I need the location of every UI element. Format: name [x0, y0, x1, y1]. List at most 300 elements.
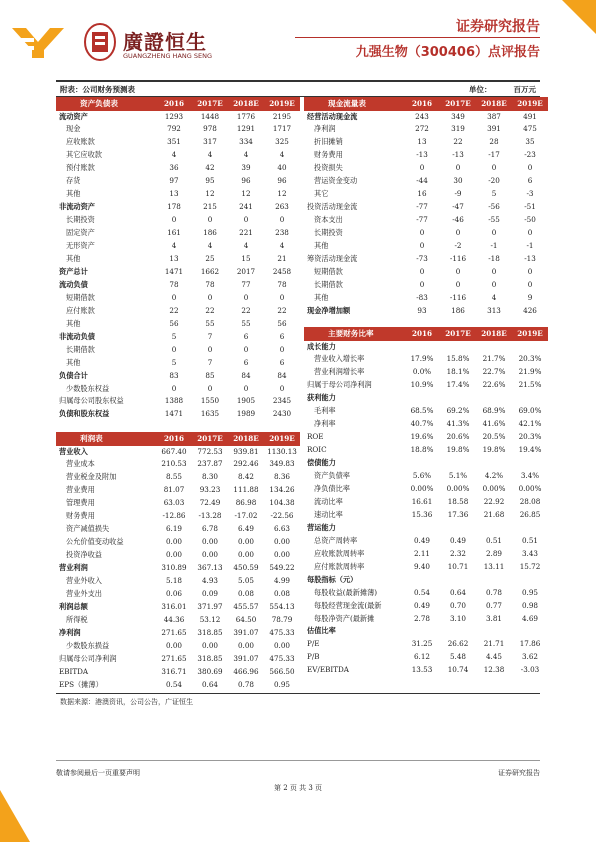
row-value: 0.70: [449, 600, 466, 610]
table-row: [304, 625, 548, 638]
row-value: [512, 392, 548, 405]
row-label: 应收账款: [66, 137, 95, 147]
row-value: 4.2%: [484, 471, 504, 481]
row-label: 公允价值变动收益: [66, 537, 124, 547]
row-value: 16: [417, 189, 427, 199]
row-value: [476, 522, 512, 535]
row-value: 380.69: [197, 666, 223, 676]
table-row: [304, 613, 548, 626]
row-label: 每股收益(最新摊薄): [314, 587, 378, 597]
row-value: -13.28: [198, 511, 222, 521]
row-value: 4: [207, 150, 213, 160]
year-header: 2016: [404, 327, 440, 341]
row-value: 18.8%: [410, 445, 434, 455]
row-label: 现金净增加额: [307, 305, 351, 315]
row-label: 应付账款: [66, 305, 95, 315]
row-value: [440, 574, 476, 587]
row-value: 0: [243, 344, 249, 354]
row-value: 0: [279, 383, 285, 393]
row-value: 272: [415, 124, 429, 134]
row-value: 772.53: [197, 446, 223, 456]
table-title: 资产负债表: [56, 97, 156, 111]
table-row: [56, 344, 300, 357]
report-type: 证券研究报告: [456, 19, 540, 35]
row-value: 13: [169, 189, 179, 199]
row-value: 40: [277, 163, 287, 173]
row-value: 36: [169, 163, 179, 173]
row-value: -55: [488, 215, 500, 225]
row-value: 1905: [236, 396, 256, 406]
row-value: 55: [205, 318, 215, 328]
row-value: 0.51: [485, 535, 502, 545]
row-label: 每股经营现金流(最新: [314, 600, 382, 610]
row-value: 0.00: [237, 550, 254, 560]
row-value: 83: [169, 370, 179, 380]
row-label: 归属母公司净利润: [59, 653, 117, 663]
table-row: [56, 627, 300, 640]
brand-cn: 廣證恒生: [123, 30, 207, 54]
unit-value: 百万元: [513, 85, 536, 94]
row-label: 财务费用: [314, 150, 343, 160]
row-value: 15.36: [411, 509, 433, 519]
table-row: [304, 574, 548, 587]
table-row: [304, 227, 548, 240]
row-value: 78.79: [271, 614, 293, 624]
row-value: 0.98: [521, 600, 538, 610]
income-statement-table: [56, 432, 300, 692]
row-value: -3: [526, 189, 534, 199]
row-value: 1635: [200, 409, 220, 419]
row-value: 13.53: [411, 665, 433, 675]
row-label: 长期投资: [66, 215, 95, 225]
row-value: 22: [453, 137, 463, 147]
row-value: 41.6%: [482, 419, 506, 429]
row-value: 93.23: [199, 485, 221, 495]
row-value: 20.6%: [446, 432, 470, 442]
row-label: 预付账款: [66, 163, 95, 173]
row-value: -13: [452, 150, 464, 160]
row-value: 0.00%: [446, 483, 470, 493]
row-value: 6.49: [237, 524, 254, 534]
row-value: 0.95: [273, 679, 290, 689]
row-value: 0.49: [449, 535, 466, 545]
row-value: 238: [275, 228, 289, 238]
row-value: -20: [488, 176, 500, 186]
table-row: [304, 149, 548, 162]
cash-flow-table: [304, 97, 548, 318]
row-value: 0: [491, 228, 497, 238]
row-value: 0: [455, 228, 461, 238]
row-value: 28.08: [519, 496, 541, 506]
table-row: [56, 640, 300, 653]
row-label: 投资净收益: [66, 550, 102, 560]
row-value: -12.86: [162, 511, 186, 521]
row-value: 2430: [272, 409, 292, 419]
row-value: [476, 392, 512, 405]
row-value: 20.3%: [518, 354, 542, 364]
row-label: 筹资活动现金流: [307, 253, 358, 263]
row-value: 0: [455, 279, 461, 289]
row-value: 2345: [272, 396, 292, 406]
row-value: 13.11: [483, 561, 505, 571]
row-value: 426: [523, 305, 537, 315]
row-value: 0.95: [521, 587, 538, 597]
row-label: 营业利润: [59, 563, 88, 573]
row-value: 21.68: [483, 509, 505, 519]
table-row: [56, 549, 300, 562]
row-value: 2458: [272, 266, 292, 276]
row-value: 20.3%: [518, 432, 542, 442]
table-row: [56, 266, 300, 279]
table-row: [304, 111, 548, 124]
row-value: 310.89: [161, 563, 187, 573]
row-value: 0: [419, 228, 425, 238]
table-row: [304, 587, 548, 600]
row-value: 5.1%: [448, 471, 468, 481]
row-value: 0: [527, 279, 533, 289]
row-value: 0.00%: [482, 483, 506, 493]
row-value: 7: [207, 331, 213, 341]
year-header: 2017E: [440, 97, 476, 111]
table-row: [56, 111, 300, 124]
row-value: 93: [417, 305, 427, 315]
row-value: 0: [171, 215, 177, 225]
row-value: 4.93: [201, 576, 218, 586]
table-row: [304, 353, 548, 366]
row-value: 0.00: [165, 537, 182, 547]
row-value: 792: [167, 124, 181, 134]
row-value: 68.9%: [482, 406, 506, 416]
row-value: 349.83: [269, 459, 295, 469]
row-value: 549.22: [269, 563, 295, 573]
row-value: 1293: [164, 111, 184, 121]
row-label: 非流动负债: [59, 331, 95, 341]
row-value: 22: [205, 305, 215, 315]
data-source: 数据来源：港澳资讯，公司公告，广证恒生: [60, 698, 193, 706]
page-number: 第 2 页 共 3 页: [273, 784, 323, 792]
table-row: [56, 471, 300, 484]
row-label: 速动比率: [314, 509, 343, 519]
row-value: 0.54: [413, 587, 430, 597]
table-row: [304, 405, 548, 418]
table-row: [56, 653, 300, 666]
row-value: 4.45: [485, 652, 502, 662]
row-value: 5.18: [165, 576, 182, 586]
table-row: [304, 136, 548, 149]
row-value: 313: [487, 305, 501, 315]
row-value: 0.00: [273, 537, 290, 547]
row-value: -18: [488, 253, 500, 263]
row-value: [440, 341, 476, 354]
row-value: [440, 392, 476, 405]
row-value: 243: [415, 111, 429, 121]
row-value: 104.38: [269, 498, 295, 508]
row-value: 367.13: [197, 563, 223, 573]
footer-disclaimer: 敬请参阅最后一页重要声明: [56, 769, 140, 777]
row-value: 19.4%: [518, 445, 542, 455]
row-value: 96: [277, 176, 287, 186]
row-value: 64.50: [235, 614, 257, 624]
table-row: [56, 240, 300, 253]
row-value: 9.40: [413, 561, 430, 571]
table-row: [304, 123, 548, 136]
row-value: 554.13: [269, 601, 295, 611]
row-value: 77: [241, 279, 251, 289]
row-value: 96: [241, 176, 251, 186]
row-label: 少数股东权益: [66, 383, 110, 393]
row-label: 总资产周转率: [314, 535, 358, 545]
row-value: 387: [487, 111, 501, 121]
table-title: 利润表: [56, 432, 156, 446]
row-value: 318.85: [197, 627, 223, 637]
row-value: 72.49: [199, 498, 221, 508]
row-label: 流动资产: [59, 111, 88, 121]
row-value: 7: [207, 357, 213, 367]
row-value: 0.54: [165, 679, 182, 689]
table-row: [56, 588, 300, 601]
row-value: 21.7%: [482, 354, 506, 364]
row-value: 0: [527, 266, 533, 276]
row-label: 其他: [66, 253, 81, 263]
row-value: 319: [451, 124, 465, 134]
table-row: [56, 666, 300, 679]
row-label: 流动比率: [314, 496, 343, 506]
row-value: 325: [275, 137, 289, 147]
row-value: 475: [523, 124, 537, 134]
row-value: [440, 457, 476, 470]
brand-en: GUANGZHENG HANG SENG: [123, 52, 212, 60]
row-value: 6.19: [165, 524, 182, 534]
row-value: 2017: [236, 266, 256, 276]
row-value: 939.81: [233, 446, 259, 456]
row-value: 371.97: [197, 601, 223, 611]
row-value: 0.78: [485, 587, 502, 597]
row-label: 其他: [314, 241, 329, 251]
unit-label: [469, 84, 536, 95]
row-label: 营业收入: [59, 446, 88, 456]
row-value: 5: [171, 331, 177, 341]
row-label: 财务费用: [66, 511, 95, 521]
row-label: 非流动资产: [59, 202, 95, 212]
table-row: [304, 431, 548, 444]
row-value: 1388: [164, 396, 184, 406]
row-value: -17: [488, 150, 500, 160]
year-header: 2018E: [476, 97, 512, 111]
row-label: 其他: [314, 292, 329, 302]
row-label: 其它应收款: [66, 150, 102, 160]
row-value: 0.64: [201, 679, 218, 689]
row-value: 292.46: [233, 459, 259, 469]
row-value: 0.00: [237, 537, 254, 547]
table-row: [56, 408, 300, 421]
row-value: 0.00: [201, 537, 218, 547]
row-value: 1550: [200, 396, 220, 406]
row-value: 6: [527, 176, 533, 186]
table-row: [56, 123, 300, 136]
row-label: 净利润: [314, 124, 336, 134]
row-value: 8.30: [201, 472, 218, 482]
table-row: [56, 279, 300, 292]
row-value: -47: [452, 202, 464, 212]
table-row: [56, 305, 300, 318]
row-value: [404, 341, 440, 354]
row-label: 营运资金变动: [314, 176, 358, 186]
row-value: 6: [279, 357, 285, 367]
seal-icon: [82, 22, 118, 62]
row-value: 351: [167, 137, 181, 147]
table-row: [56, 679, 300, 692]
row-value: 12: [241, 189, 251, 199]
row-value: -13: [416, 150, 428, 160]
row-value: 0.00: [165, 550, 182, 560]
row-value: 0.78: [237, 679, 254, 689]
table-row: [304, 470, 548, 483]
row-value: 667.40: [161, 446, 187, 456]
year-header: 2017E: [440, 327, 476, 341]
row-value: -56: [488, 202, 500, 212]
row-value: 475.33: [269, 653, 295, 663]
row-value: 5.6%: [412, 471, 432, 481]
row-label: 每股净资产(最新摊: [314, 613, 375, 623]
row-value: 26.85: [519, 509, 541, 519]
row-value: 391.07: [233, 653, 259, 663]
row-value: 1448: [200, 111, 220, 121]
row-value: 4: [207, 241, 213, 251]
row-value: [512, 574, 548, 587]
row-value: 28: [489, 137, 499, 147]
row-value: 491: [523, 111, 537, 121]
row-value: 21: [277, 253, 287, 263]
row-value: 566.50: [269, 666, 295, 676]
header-divider: [295, 37, 540, 38]
row-value: 4: [171, 241, 177, 251]
row-value: 15.8%: [446, 354, 470, 364]
table-row: [56, 510, 300, 523]
row-value: 271.65: [161, 653, 187, 663]
row-label: 营业成本: [66, 459, 95, 469]
row-label: 营业费用: [66, 485, 95, 495]
row-value: 25: [205, 253, 215, 263]
row-value: 237.87: [197, 459, 223, 469]
row-value: -13: [524, 253, 536, 263]
row-value: 161: [167, 228, 181, 238]
table-row: [56, 318, 300, 331]
row-value: 31.25: [411, 639, 433, 649]
year-header: 2018E: [476, 327, 512, 341]
row-label: 资本支出: [314, 215, 343, 225]
row-label: 长期借款: [66, 344, 95, 354]
row-label: P/E: [307, 639, 320, 649]
row-value: -50: [524, 215, 536, 225]
row-value: 1717: [272, 124, 292, 134]
row-value: [512, 457, 548, 470]
row-value: [476, 574, 512, 587]
corner-decoration-bottom: [0, 790, 30, 842]
table-row: [56, 227, 300, 240]
row-value: 18.1%: [446, 367, 470, 377]
row-value: 450.59: [233, 563, 259, 573]
row-value: 317: [203, 137, 217, 147]
row-value: 0.06: [165, 588, 182, 598]
row-value: 22: [169, 305, 179, 315]
table-row: [56, 357, 300, 370]
table-row: [56, 536, 300, 549]
row-value: [476, 457, 512, 470]
table-row: [304, 162, 548, 175]
row-value: 4: [243, 150, 249, 160]
row-value: 0: [279, 215, 285, 225]
row-value: 95: [205, 176, 215, 186]
year-header: 2016: [156, 432, 192, 446]
row-value: 0.51: [521, 535, 538, 545]
row-value: 6.12: [413, 652, 430, 662]
row-value: 0: [207, 292, 213, 302]
row-value: 1291: [236, 124, 256, 134]
table-row: [56, 201, 300, 214]
table-row: [304, 341, 548, 354]
row-value: 78: [169, 279, 179, 289]
table-bottom-rule: [56, 693, 540, 694]
table-row: [304, 418, 548, 431]
year-header: 2016: [156, 97, 192, 111]
year-header: 2016: [404, 97, 440, 111]
row-value: 35: [525, 137, 535, 147]
table-header-row: [56, 97, 300, 111]
row-value: 16.61: [411, 496, 433, 506]
row-value: 56: [277, 318, 287, 328]
row-value: 221: [239, 228, 253, 238]
row-label: 流动负债: [59, 279, 88, 289]
row-label: 折旧摊销: [314, 137, 343, 147]
table-caption: [56, 84, 540, 96]
table-row: [304, 379, 548, 392]
row-value: 0: [207, 383, 213, 393]
row-value: 318.85: [197, 653, 223, 663]
table-row: [304, 214, 548, 227]
table-row: [304, 279, 548, 292]
row-value: 0: [279, 292, 285, 302]
row-value: 2.89: [485, 548, 502, 558]
row-value: 63.03: [163, 498, 185, 508]
table-row: [304, 240, 548, 253]
row-value: 134.26: [269, 485, 295, 495]
row-value: 21.9%: [518, 367, 542, 377]
row-value: 22.6%: [482, 380, 506, 390]
row-value: 40.7%: [410, 419, 434, 429]
row-value: 210.53: [161, 459, 187, 469]
row-value: 6.63: [273, 524, 290, 534]
table-row: [304, 561, 548, 574]
row-value: 0.49: [413, 535, 430, 545]
row-value: [404, 574, 440, 587]
row-value: 97: [169, 176, 179, 186]
ratios-table: [304, 327, 548, 677]
table-row: [56, 149, 300, 162]
row-value: 0: [491, 163, 497, 173]
row-value: 30: [453, 176, 463, 186]
row-value: 0: [243, 215, 249, 225]
row-value: 5.48: [449, 652, 466, 662]
row-value: [476, 625, 512, 638]
row-value: -17.02: [234, 511, 258, 521]
table-row: [56, 575, 300, 588]
table-title: 现金流量表: [304, 97, 404, 111]
row-value: 0: [419, 279, 425, 289]
corner-decoration: [562, 0, 596, 34]
row-value: 0: [207, 344, 213, 354]
table-row: [304, 175, 548, 188]
row-value: 0.77: [485, 600, 502, 610]
